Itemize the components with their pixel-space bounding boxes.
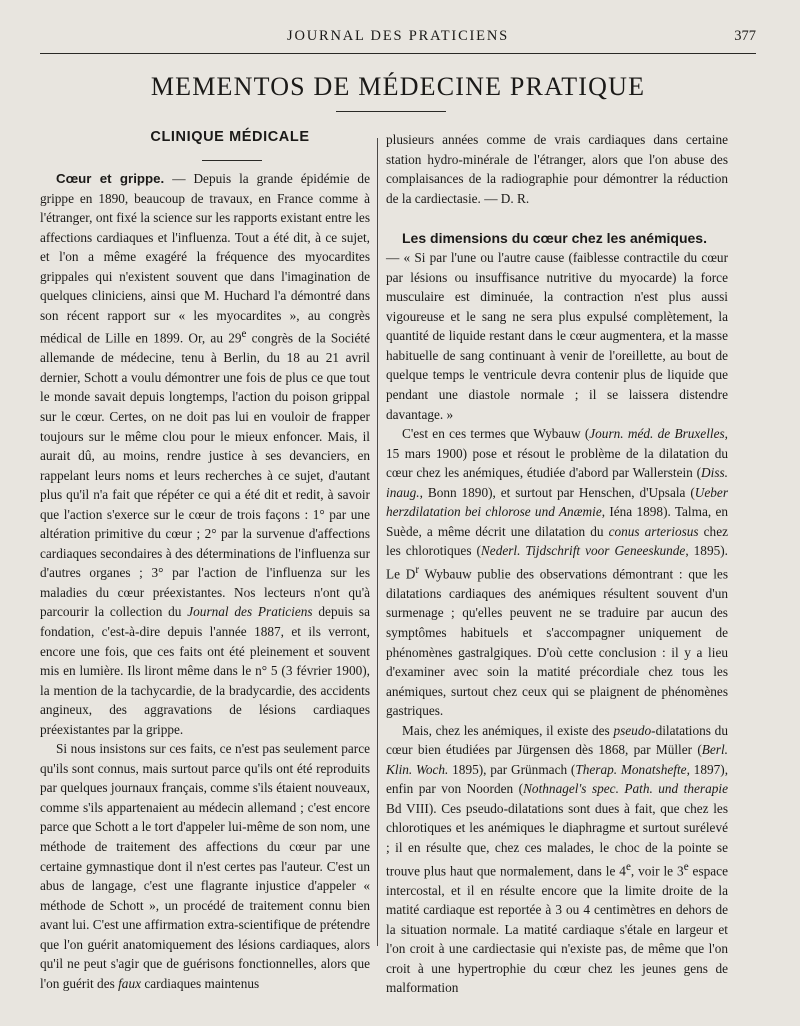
paragraph: — « Si par l'une ou l'autre cause (faiblesse contractile du cœur par lésions ou insuffisance nutritive du myocarde) la force musculaire est diminuée, la contraction n'est plus aussi vigoureuse et le sang ne sera plus expulsé complètement, la quantité de liquide restant dans le cœur augmentera, et la masse habituelle de sang continuant à venir de l'oreillette, au bout de quelque temps le ventricule devra contenir plus de liquide que pendant une diastole normale ; il se laissera distendre davantage. » [386, 250, 728, 422]
section-rule [202, 160, 262, 161]
left-column [40, 126, 370, 993]
article-title: Cœur et grippe. [56, 171, 165, 186]
paragraph: Si nous insistons sur ces faits, ce n'est pas seulement parce qu'ils sont connus, mais surtout parce qu'ils ont été reproduits par quelques journaux français, comme s'ils étaient nouveaux, comme s'ils appartenaient au médecin allemand ; c'est encore parce que Schott a le tort d'appeler lui-même de son nom, une méthode de traitement des affections du cœur par une certaine gymnastique dont il n'est certes pas l'auteur. C'est un abus de langage, c'est une flagrante injustice d'appeler « méthode de Schott », un procédé de traitement connu bien avant lui. C'est une affirmation extra-scientifique de prétendre que l'on guérit anatomiquement des lésions cardiaques, alors qu'il ne peut s'agir que de guérisons fonctionnelles, alors que l'on guérit des faux cardiaques maintenus [40, 741, 371, 991]
section-heading: CLINIQUE MÉDICALE [150, 129, 310, 145]
column-divider [377, 138, 378, 946]
page-number: 377 [734, 28, 756, 44]
page-title: MEMENTOS DE MÉDECINE PRATIQUE [150, 72, 646, 101]
header-rule [40, 53, 756, 54]
journal-title: JOURNAL DES PRATICIENS [287, 28, 509, 44]
paragraph: C'est en ces termes que Wybauw (Journ. méd. de Bruxelles, 15 mars 1900) pose et résout le problème de la dilatation du cœur chez les anémiques, étudiée d'abord par Wallerstein (Diss. inaug., Bonn 1890), et surtout par Henschen, d'Upsala (Ueber herzdilatation bei chlorose und Anæmie, Iéna 1898). Talma, en Suède, a même décrit une dilatation du conus arteriosus chez les chlorotiques (Nederl. Tijdschrift voor Geneeskunde, 1895). Le $D^r$ Wybauw publie des observations démontrant : que les dilatations cardiaques des anémiques résultent souvent d'un surmenage ; qu'elles peuvent ne se traduire par aucun des symptômes habituels et s'accompagner uniquement de phénomènes gastralgiques. D'où cette conclusion : il y a lieu d'examiner avec soin la matité précordiale chez tous les anémiques, surtout chez ceux qui se plaignent de phénomènes gastriques. [386, 426, 729, 719]
article-title: Les dimensions du cœur chez les anémiques. [402, 230, 707, 247]
running-head [40, 28, 756, 50]
paragraph: Mais, chez les anémiques, il existe des pseudo-dilatations du cœur bien étudiées par Jürgensen dès 1868, par Müller (Berl. Klin. Woch. 1895), par Grünmach (Therap. Monatshefte, 1897), enfin par von Noorden (Nothnagel's spec. Path. und therapie Bd VIII). Ces pseudo-dilatations sont dues à fait, que chez les chlorotiques et les anémiques le diaphragme et surtout surélevé ; il en résulte que, chez ces malades, le choc de la pointe se trouve plus haut que normalement, dans le 4e, voir le 3e espace intercostal, et il en résulte encore que la limite droite de la matité cardiaque est reportée à 3 ou 4 centimètres en dehors de la situation normale. La matité cardiaque s'étale en largeur et l'on croit à une cardiectasie qui n'existe pas, de même que l'on croit à une hypertrophie du cœur chez les jeunes gens de malformation [386, 722, 729, 996]
right-column [386, 130, 728, 998]
title-rule [336, 111, 446, 112]
paragraph: Cœur et grippe. — Depuis la grande épidémie de grippe en 1890, beaucoup de travaux, en France comme à l'étranger, ont fixé la science sur les rapports existant entre les affections cardiaques et l'influenza. Tout a été dit, à ce sujet, et l'on a même exagéré la fréquence des myocardites grippales qui n'existent souvent que dans l'imagination de quelques cliniciens, ainsi que M. Huchard l'a démontré dans son récent rapport sur « les myocardites », au congrès médical de Lille en 1899. Or, au 29e congrès de la Société allemande de médecine, tenu à Berlin, du 18 au 21 avril dernier, Schott a voulu démontrer une fois de plus ce que tout le monde savait depuis longtemps, l'action du poison grippal sur le cœur. Certes, on ne doit pas lui en vouloir de frapper toujours sur le même clou pour le mieux enfoncer. Mais, il aurait dû, au moins, rendre justice à ses devanciers, en rappelant leurs noms et leurs recherches à ce sujet, d'autant plus qu'il n'a fait que répéter ce qui a été dit et redit, à savoir que l'action s'exerce sur le cœur de trois façons : 1° par une altération primitive du cœur ; 2° par la survenue d'affections cardiaques secondaires à des déterminations de l'influenza sur d'autres organes ; 3° par l'action de l'influenza sur les maladies du cœur préexistantes. Nos lecteurs n'ont qu'à parcourir la collection du Journal des Praticiens depuis sa fondation, c'est-à-dire depuis l'année 1887, et ils verront, encore une fois, que ces faits ont été pleinement et souvent mis en lumière. Ils liront même dans le n° 5 (3 février 1900), la mention de la tachycardie, de la bradycardie, des accidents angineux, des aggravations de lésions cardiaques préexistantes par la grippe. [40, 171, 371, 737]
paragraph: plusieurs années comme de vrais cardiaques dans certaine station hydro-minérale de l'étranger, alors que l'on abuse des complaisances de la radiographie pour démontrer la réduction de la cardiectasie. — D. R. [386, 132, 728, 206]
